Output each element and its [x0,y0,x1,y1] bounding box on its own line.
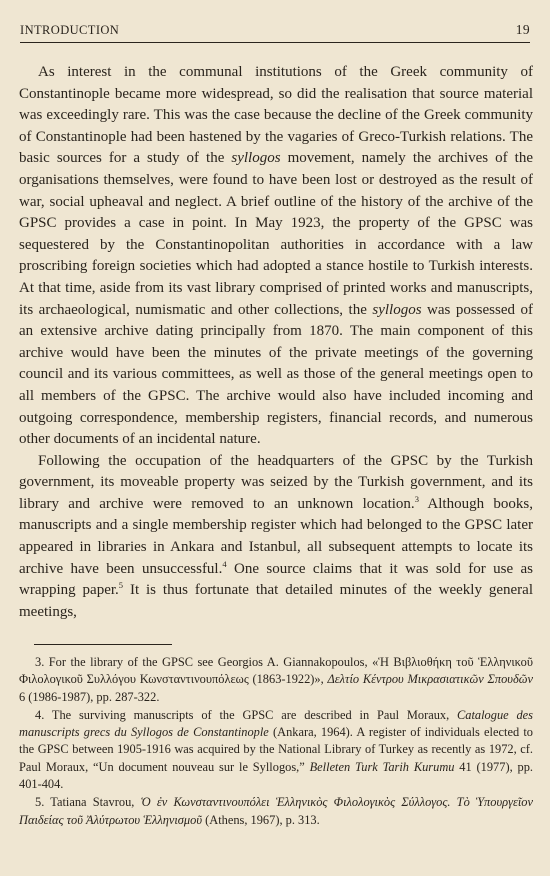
italic-title: Ὁ ἐν Κωνσταντινουπόλει Ἑλληνικὸς Φιλολογικὸς Σύλλογος. Τὸ Ὑπουργεῖον Παιδείας τοῦ Ἀλύτρωτου Ἑλληνισμοῦ [19,795,533,827]
text-span: (Athens, 1967), p. 313. [202,812,320,827]
paragraph-1 [19,62,533,451]
italic-term: syllogos [231,150,281,167]
text-span: 5. Tatiana Stavrou, [35,795,141,810]
italic-title: Catalogue des manuscripts grecs du Syllogos de Constantinople [19,707,533,740]
footnote-ref-3: 3 [414,493,419,504]
footnote-4 [19,707,533,793]
text-span: movement, namely the archives of the organisations themselves, were found to have been lost or destroyed as the result of war, social upheaval and neglect. A brief outline of the history of the archive of the GPSC provides a case in point. In May 1923, the property of the GPSC was sequestered by the Constantinopolitan authorities in accordance with a law proscribing foreign societies which had adopted a stance hostile to Turkish interests. At that time, aside from its vast library comprised of printed works and manuscripts, its archaeological, numismatic and other collections, the [19,150,533,318]
text-span: 6 (1986-1987), pp. 287-322. [19,689,160,704]
text-span: As interest in the communal institutions of the Greek community of Constantinople became more widespread, so did the realisation that source material was exceedingly rare. This was the case because the decline of the Greek community of Constantinople had been hastened by the vagaries of Greco-Turkish relations. The basic sources for a study of the [19,64,533,167]
text-span: was possessed of an extensive archive dating principally from 1870. The main component of this archive would have been the minutes of the private meetings of the governing council and its various committees, as well as those of the general meetings open to all members of the GPSC. The archive would also have included incoming and outgoing correspondence, membership registers, financial records, and numerous other documents of an incidental nature. [19,301,534,448]
footnote-rule [34,644,172,645]
footnote-ref-5: 5 [118,580,124,591]
footnote-ref-4: 4 [222,558,227,569]
paragraph-2 [19,451,533,624]
page-number: 19 [515,22,530,37]
italic-title: Δελτίο Κέντρου Μικρασιατικῶν Σπουδῶν [327,672,533,687]
header-rule [20,42,530,43]
running-head-title: INTRODUCTION [20,23,120,37]
italic-term: syllogos [372,301,422,318]
text-span: Although books, manuscripts and a single membership register which had belonged to the GPSC later appeared in libraries in Ankara and Istanbul, all subsequent attempts to locate its archive have been unsuccessful. [19,495,534,577]
italic-title: Belleten Turk Tarih Kurumu [309,759,455,774]
text-span: It is thus fortunate that detailed minutes of the weekly general meetings, [19,582,533,620]
footnote-3 [19,654,533,706]
running-head [20,22,530,38]
body-text [19,62,533,623]
text-span: One source claims that it was sold for use as wrapping paper. [19,560,533,599]
text-span: (Ankara, 1964). A register of individuals elected to the GPSC between 1905-1916 was acquired by the National Library of Turkey as recently as 1972, cf. Paul Moraux, “Un document nouveau sur le Syllogos,” [19,725,533,774]
text-span: Following the occupation of the headquarters of the GPSC by the Turkish government, its moveable property was seized by the Turkish government, and its library and archive were removed to an unknown location. [19,452,533,512]
text-span: 41 (1977), pp. 401-404. [19,759,533,792]
text-span: 4. The surviving manuscripts of the GPSC are described in Paul Moraux, [35,707,458,722]
footnotes [19,654,533,829]
text-span: 3. For the library of the GPSC see Georgios A. Giannakopoulos, «Ἡ Βιβλιοθήκη τοῦ Ἑλληνικοῦ Φιλολογικοῦ Συλλόγου Κωνσταντινουπόλεως (1863-1922)», [19,655,533,687]
footnote-5 [19,794,533,829]
